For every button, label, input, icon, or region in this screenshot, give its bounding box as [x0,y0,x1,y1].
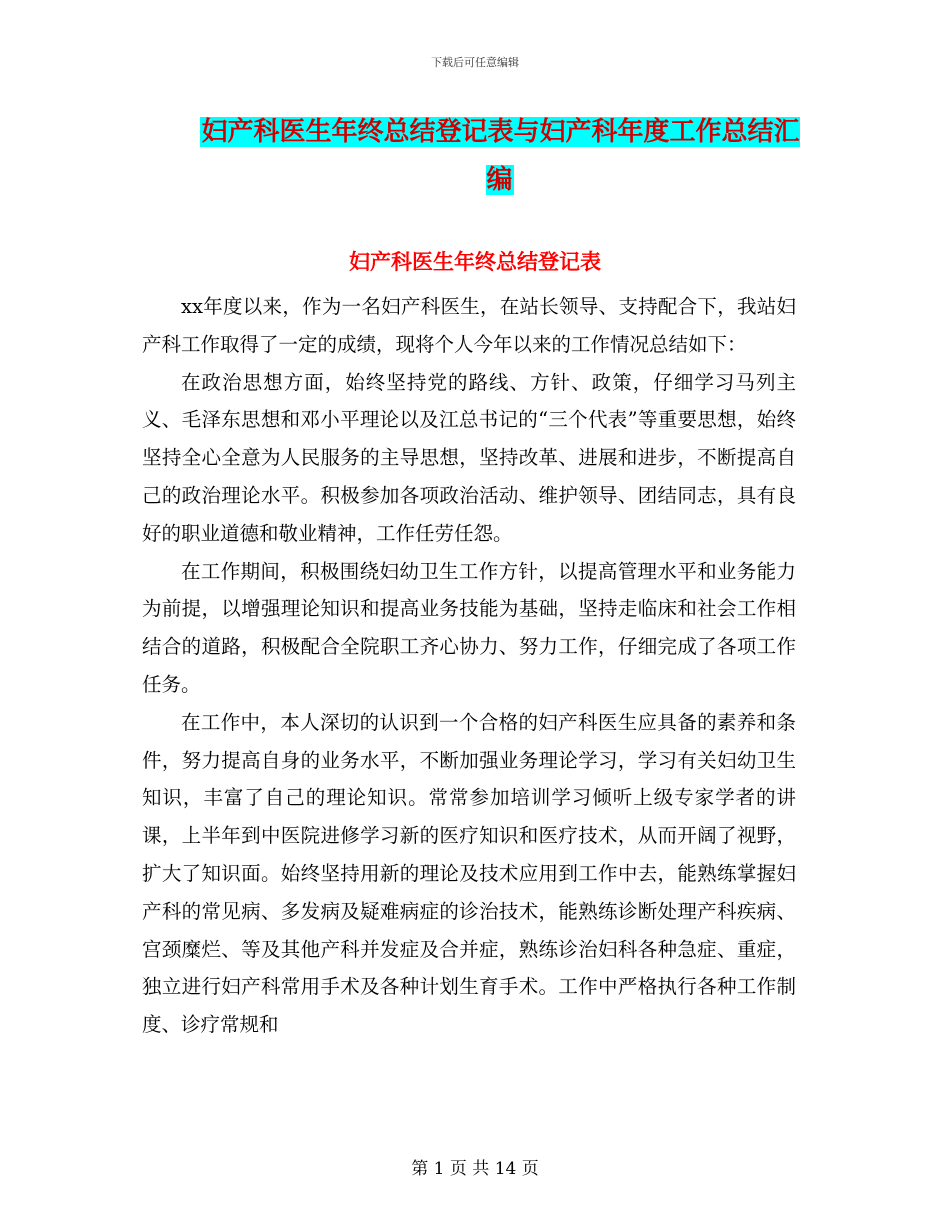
paragraph-intro: xx年度以来，作为一名妇产科医生，在站长领导、支持配合下，我站妇产科工作取得了一定的成绩，现将个人今年以来的工作情况总结如下： [142,295,796,356]
section-title: 妇产科医生年终总结登记表 [349,250,601,274]
paragraph-work-period: 在工作期间，积极围绕妇幼卫生工作方针，以提高管理水平和业务能力为前提，以增强理论知识和提高业务技能为基础，坚持走临床和社会工作相结合的道路，积极配合全院职工齐心协力、努力工作，仔细完成了各项工作任务。 [142,559,796,696]
paragraph-work-skills: 在工作中，本人深切的认识到一个合格的妇产科医生应具备的素养和条件，努力提高自身的业务水平，不断加强业务理论学习，学习有关妇幼卫生知识，丰富了自己的理论知识。常常参加培训学习倾听上级专家学者的讲课，上半年到中医院进修学习新的医疗知识和医疗技术，从而开阔了视野，扩大了知识面。始终坚持用新的理论及技术应用到工作中去，能熟练掌握妇产科的常见病、多发病及疑难病症的诊治技术，能熟练诊断处理产科疾病、宫颈糜烂、等及其他产科并发症及合并症，熟练诊治妇科各种急症、重症，独立进行妇产科常用手术及各种计划生育手术。工作中严格执行各种工作制度、诊疗常规和 [142,710,796,1037]
paragraph-politics: 在政治思想方面，始终坚持党的路线、方针、政策，仔细学习马列主义、毛泽东思想和邓小平理论以及江总书记的“三个代表”等重要思想，始终坚持全心全意为人民服务的主导思想，坚持改革、进展和进步，不断提高自己的政治理论水平。积极参加各项政治活动、维护领导、团结同志，具有良好的职业道德和敬业精神，工作任劳任怨。 [142,370,796,545]
document-title-text: 妇产科医生年终总结登记表与妇产科年度工作总结汇编 [201,117,800,195]
header-note: 下载后可任意编辑 [431,56,519,69]
document-title [190,108,810,204]
body-text [142,288,796,1044]
page-footer: 第 1 页 共 14 页 [411,1159,539,1179]
